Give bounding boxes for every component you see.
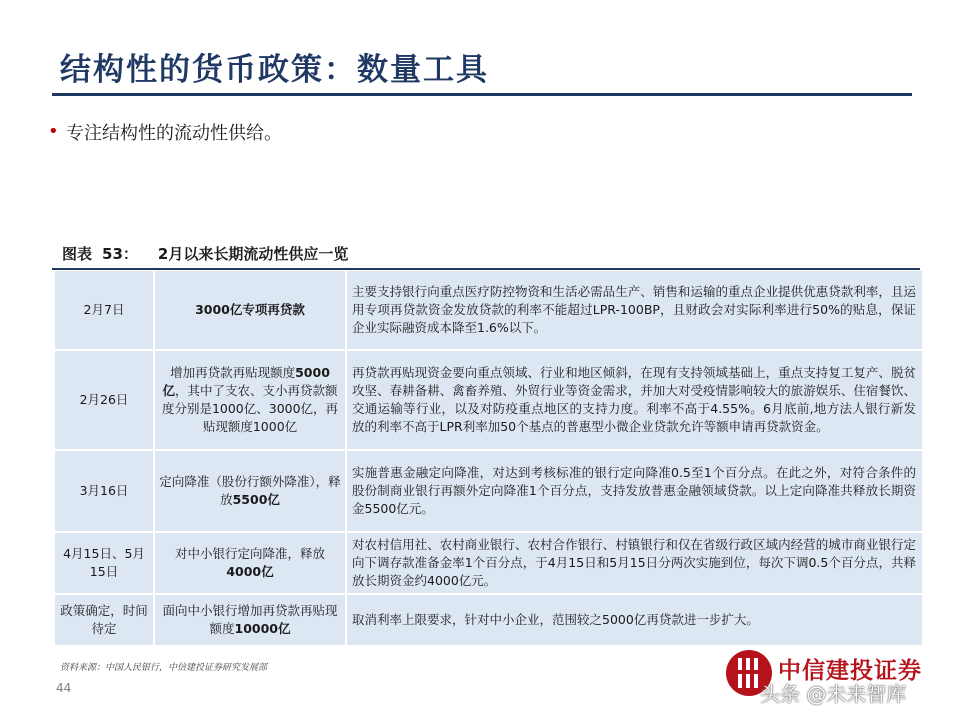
caption-divider [52,268,920,270]
title-divider [52,93,912,96]
table-row [55,351,922,451]
table-row [55,451,922,533]
watermark-text: 头条 @未来智库 [760,682,907,706]
tool-text: 定向降准（股份行额外降准），释放 [159,474,341,507]
figure-title: 2月以来长期流动性供应一览 [157,245,349,263]
tool-text-bold: 5000亿 [162,365,330,398]
table-row [55,271,922,351]
figure-label: 图表 [62,245,93,263]
tool-cell [155,351,347,451]
date-cell: 2月7日 [55,271,155,351]
bullet-text: 专注结构性的流动性供给。 [66,123,282,144]
tool-cell [155,533,347,595]
tool-cell [155,451,347,533]
source-note: 资料来源：中国人民银行，中信建投证券研究发展部 [60,663,268,673]
date-cell: 政策确定，时间待定 [55,595,155,647]
tool-text: ，其中了支农、支小再贷款额度分别是1000亿、3000亿，再贴现额度1000亿 [161,383,339,434]
tool-text: 增加再贷款再贴现额度 [170,365,296,380]
tool-text: 面向中小银行增加再贷款再贴现额度 [162,603,338,636]
slide-title: 结构性的货币政策：数量工具 [60,52,489,88]
figure-number: 53： [102,245,138,263]
page-number: 44 [56,681,72,695]
tool-text-bold: 3000亿专项再贷款 [195,302,305,317]
table-row [55,533,922,595]
detail-cell: 再贷款再贴现资金要向重点领域、行业和地区倾斜，在现有支持领域基础上，重点支持复工复产、脱贫攻坚、春耕备耕、禽畜养殖、外贸行业等资金需求，并加大对受疫情影响较大的旅游娱乐、住宿餐饮、交通运输等行业，以及对防疫重点地区的支持力度。利率不高于4.55%。6月底前,地方法人银行新发放的利率不高于LPR利率加50个基点的普惠型小微企业贷款允许等额申请再贷款资金。 [347,351,922,451]
date-cell: 3月16日 [55,451,155,533]
tool-cell [155,595,347,647]
tool-text-bold: 5500亿 [232,492,280,507]
date-cell: 4月15日、5月15日 [55,533,155,595]
liquidity-table [55,271,922,647]
figure-caption [62,243,348,264]
detail-cell: 对农村信用社、农村商业银行、农村合作银行、村镇银行和仅在省级行政区域内经营的城市商业银行定向下调存款准备金率1个百分点，于4月15日和5月15日分两次实施到位，每次下调0.5个百分点，共释放长期资金约4000亿元。 [347,533,922,595]
detail-cell: 取消利率上限要求，针对中小企业，范围较之5000亿再贷款进一步扩大。 [347,595,922,647]
tool-cell [155,271,347,351]
tool-text-bold: 4000亿 [226,564,274,579]
tool-text-bold: 10000亿 [234,621,291,636]
date-cell: 2月26日 [55,351,155,451]
tool-text: 对中小银行定向降准，释放 [174,546,325,561]
detail-cell: 实施普惠金融定向降准，对达到考核标准的银行定向降准0.5至1个百分点。在此之外，对符合条件的股份制商业银行再额外定向降准1个百分点，支持发放普惠金融领域贷款。以上定向降准共释放长期资金5500亿元。 [347,451,922,533]
detail-cell: 主要支持银行向重点医疗防控物资和生活必需品生产、销售和运输的重点企业提供优惠贷款利率，且运用专项再贷款资金发放贷款的利率不能超过LPR-100BP，且财政会对实际利率进行50%的贴息，保证企业实际融资成本降至1.6%以下。 [347,271,922,351]
bullet-marker: • [48,121,59,142]
table-row [55,595,922,647]
brand-name: 中信建投证券 [778,658,922,684]
